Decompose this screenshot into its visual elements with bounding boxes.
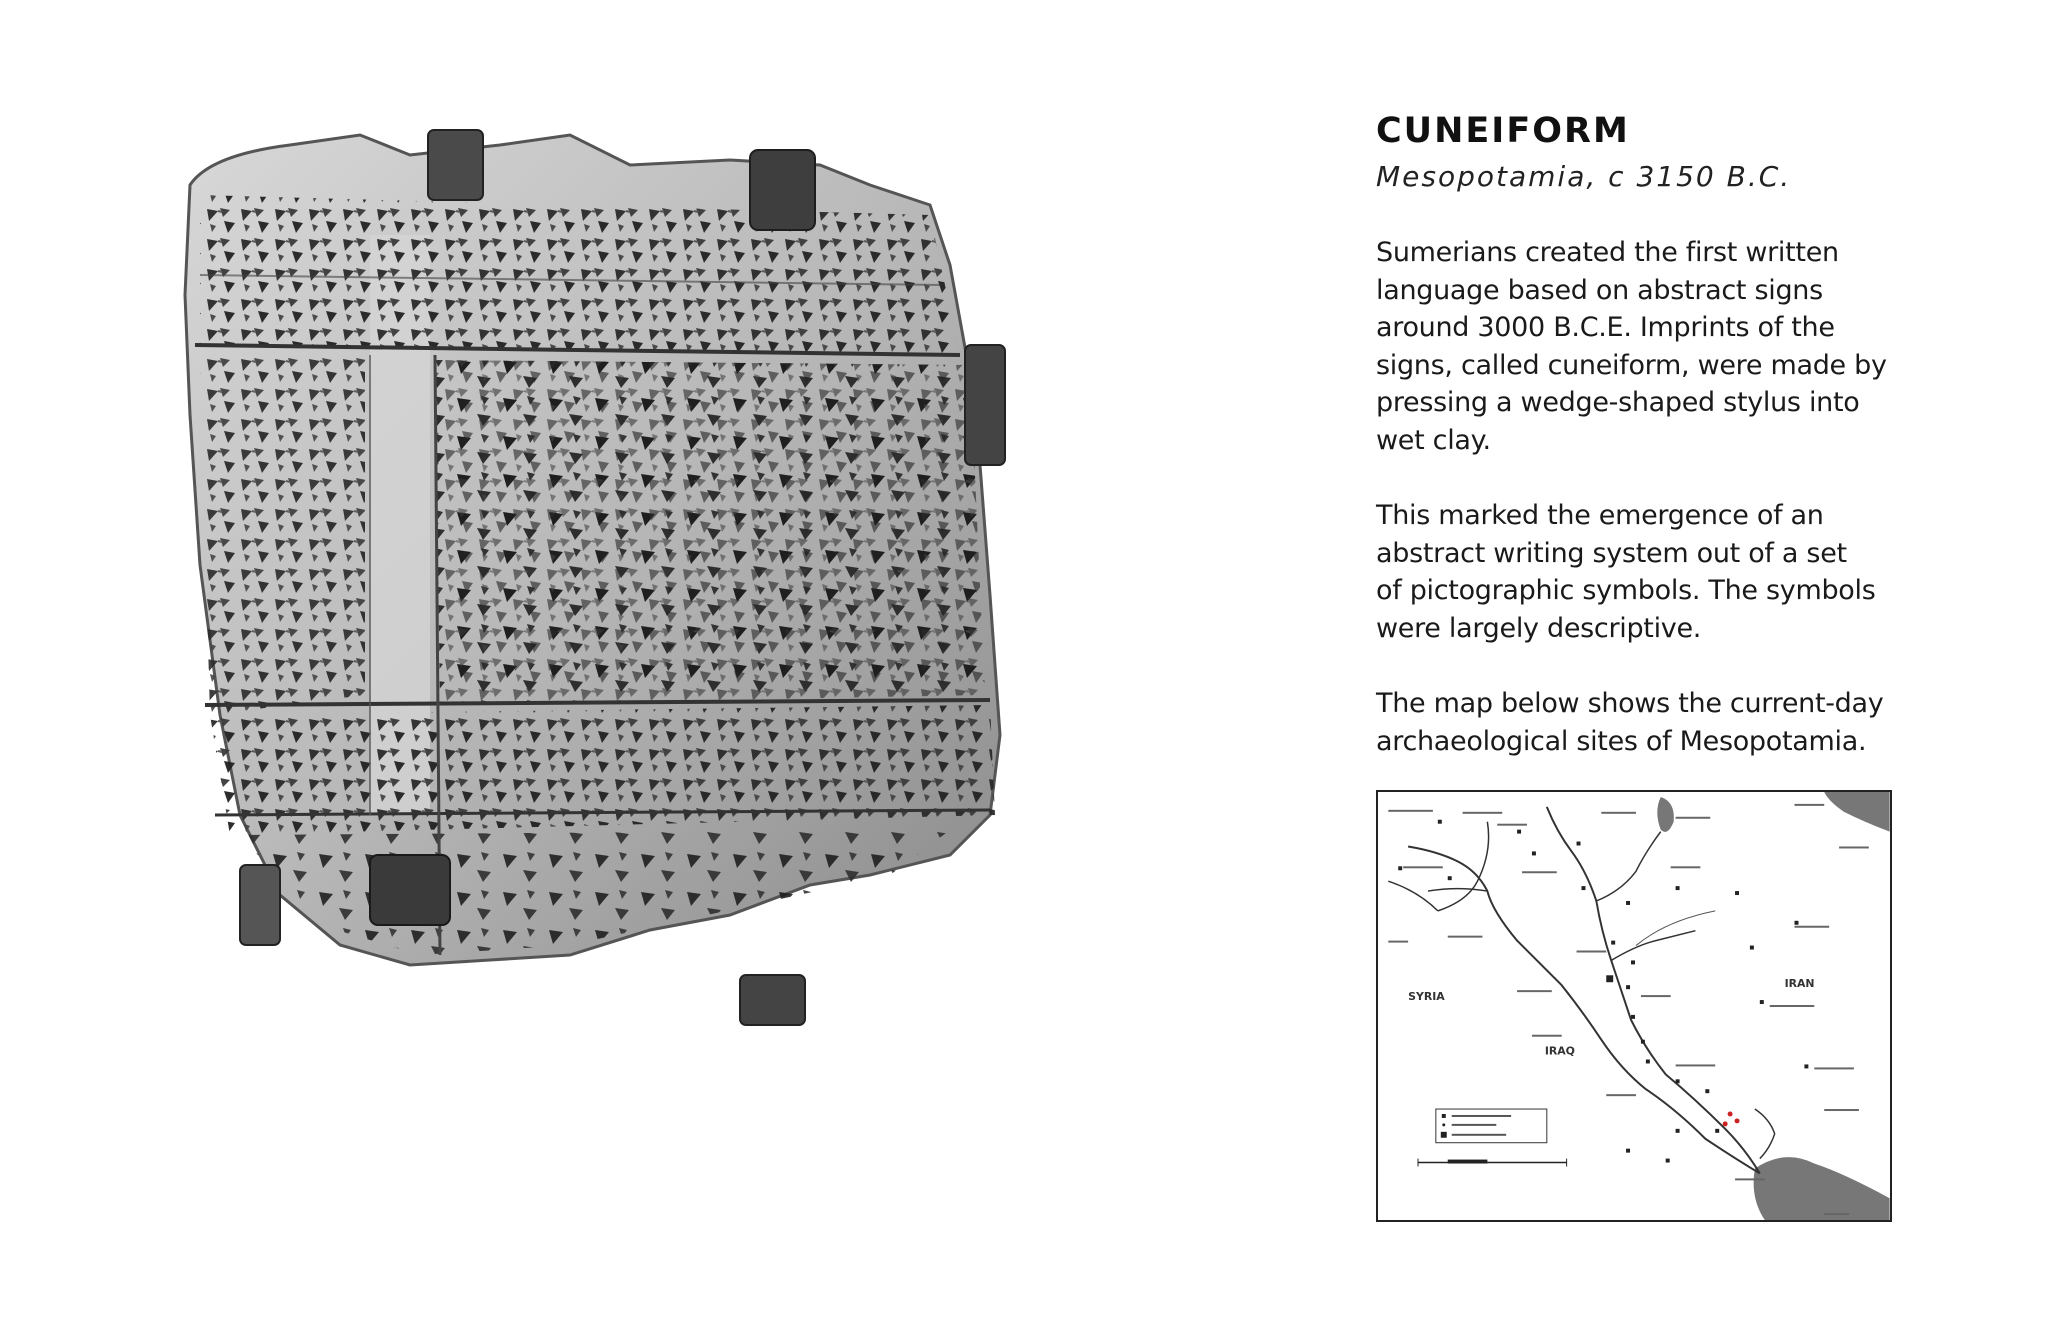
body-paragraph-1: Sumerians created the first written language based on abstract signs around 3000 B.C.E. Imprints of the signs, called cuneiform, were made by pressing a wedge-shaped stylus into wet clay. bbox=[1376, 237, 1887, 456]
map-label-iraq: IRAQ bbox=[1544, 1044, 1575, 1058]
tablet-illustration bbox=[170, 115, 1210, 1035]
map-label-iran: IRAN bbox=[1784, 977, 1815, 991]
body-paragraph-3: The map below shows the current-day archaeological sites of Mesopotamia. bbox=[1376, 688, 1884, 757]
page-title: CUNEIFORM bbox=[1376, 111, 1630, 151]
body-paragraph-2: This marked the emergence of an abstract writing system out of a set of pictographic symbols. The symbols were largely descriptive. bbox=[1376, 500, 1876, 644]
cuneiform-tablet-image bbox=[170, 115, 1210, 1035]
map-label-syria: SYRIA bbox=[1408, 990, 1445, 1004]
mesopotamia-map bbox=[1376, 790, 1892, 1222]
map-illustration bbox=[1378, 792, 1890, 1220]
page-subtitle: Mesopotamia, c 3150 B.C. bbox=[1376, 160, 1792, 193]
description-column bbox=[1376, 108, 1916, 760]
